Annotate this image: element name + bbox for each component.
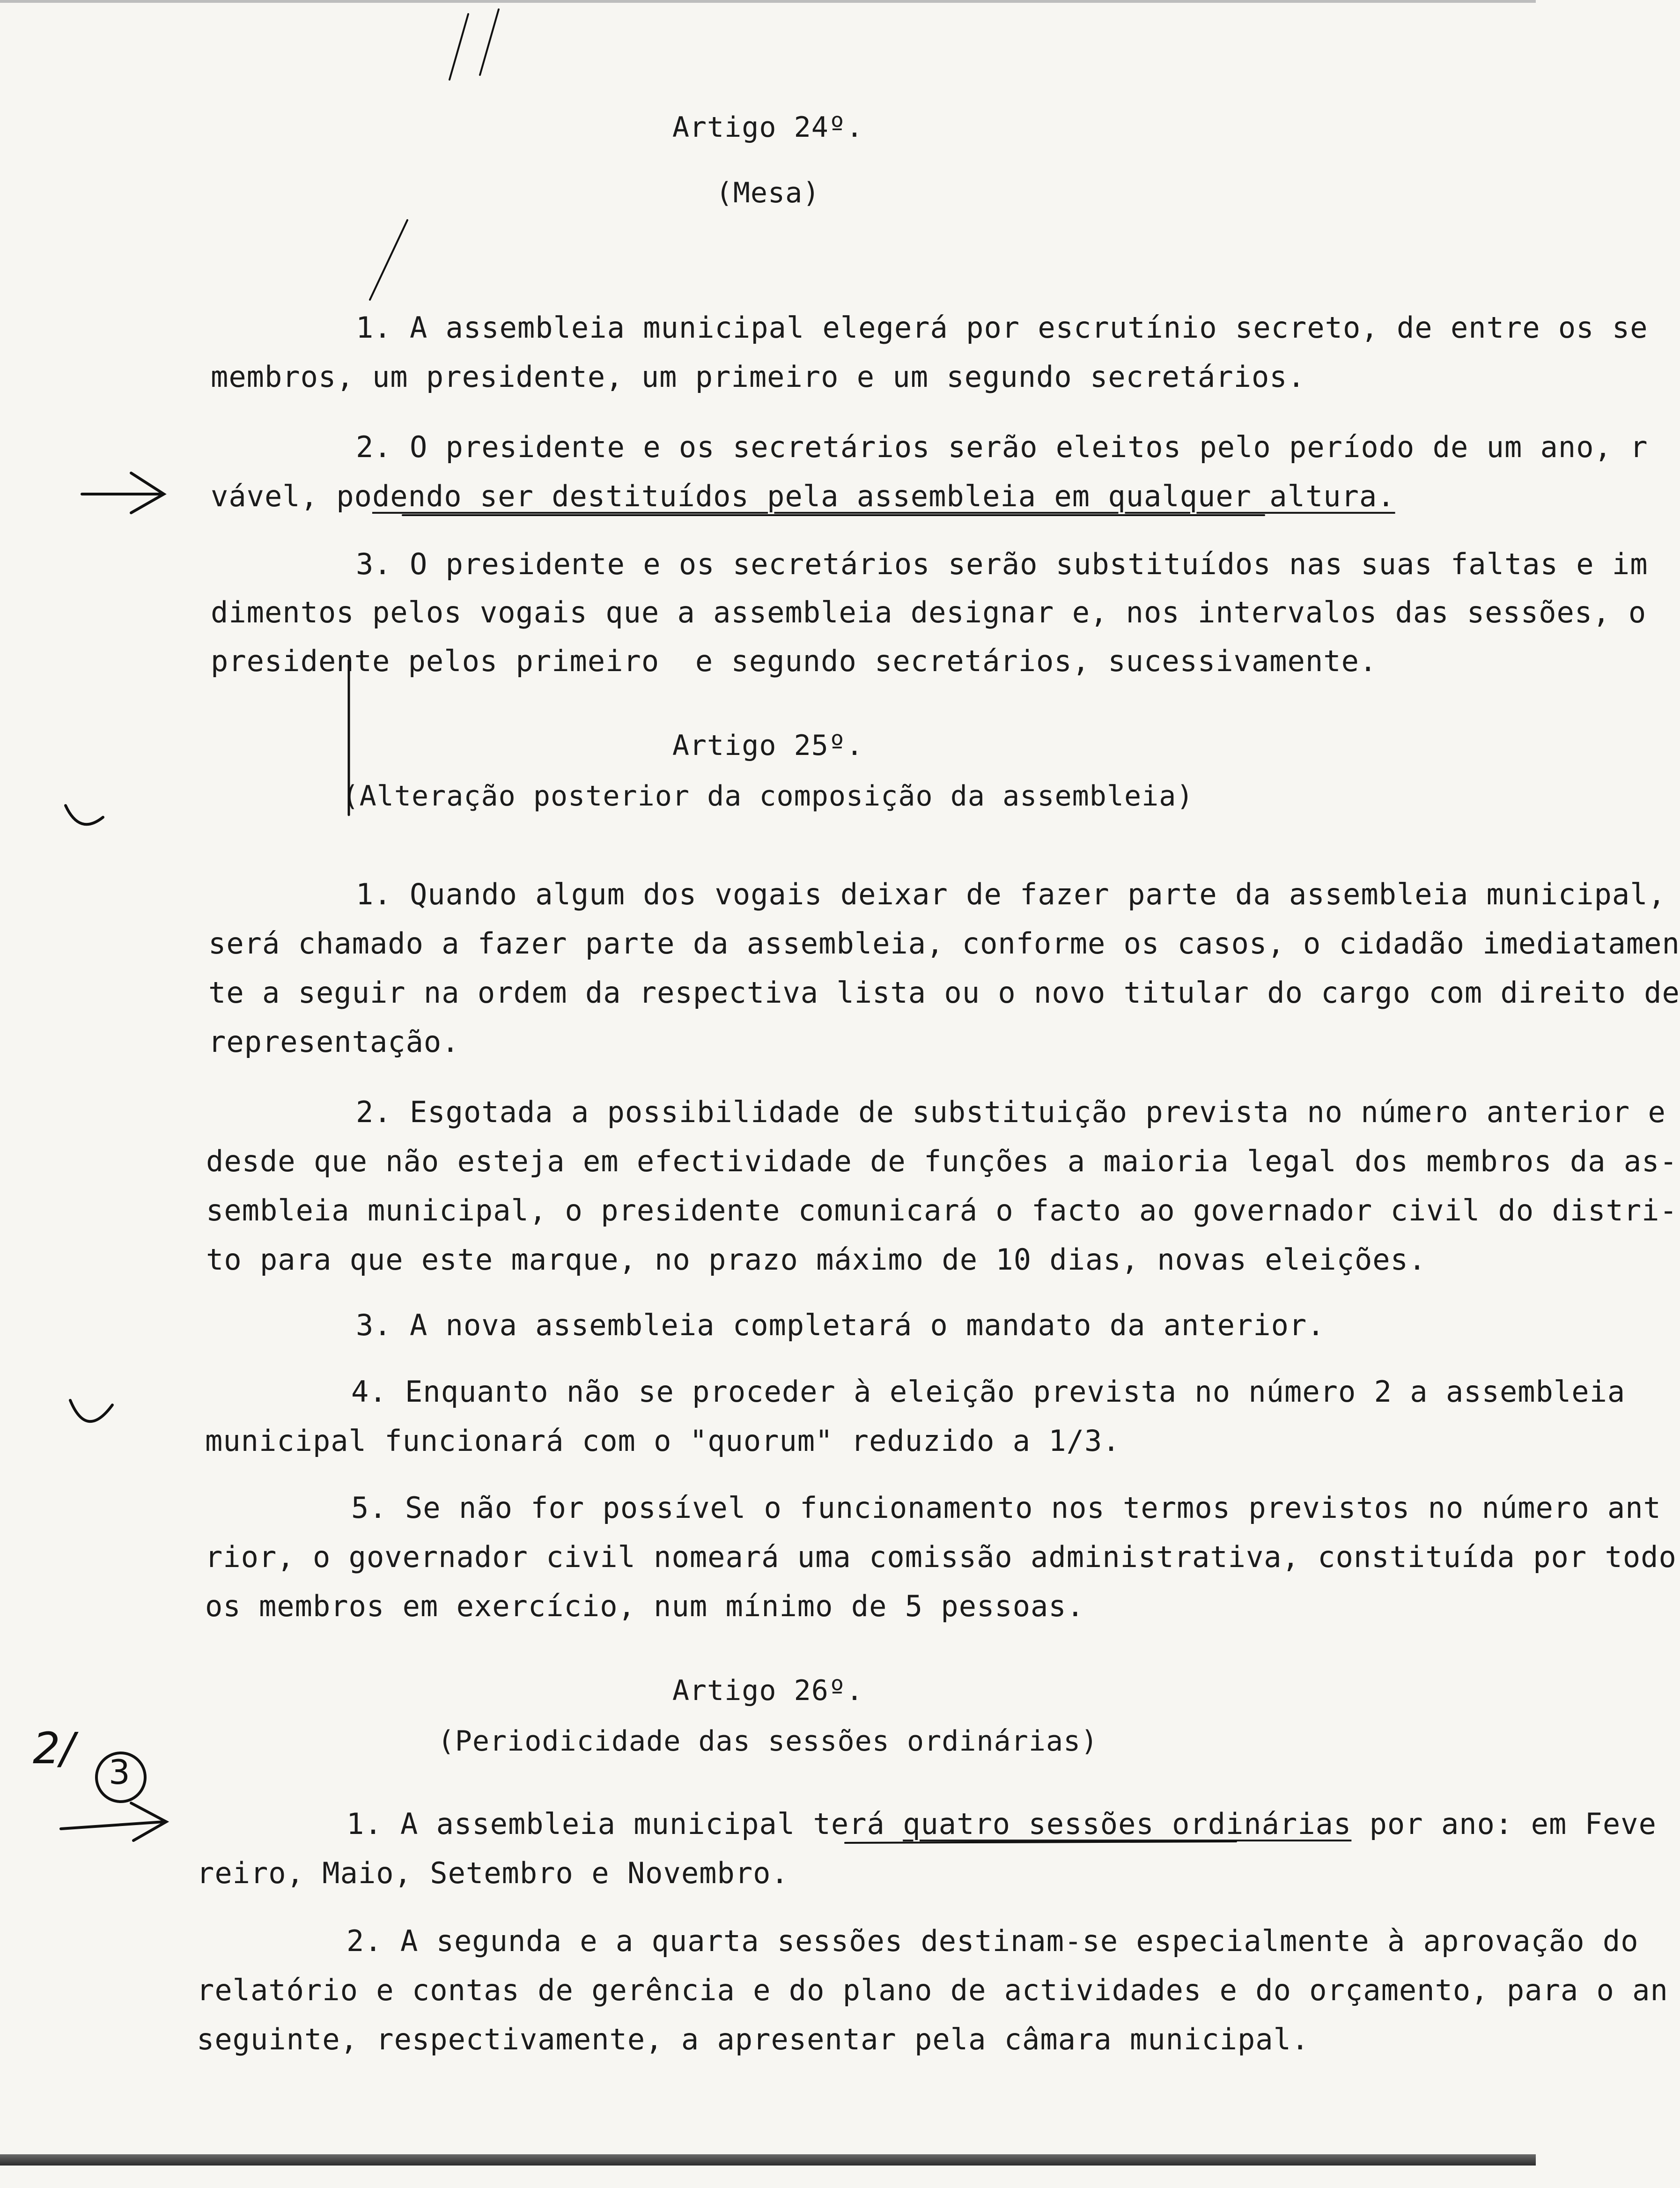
article-25-para-2-line-2: desde que não esteja em efectividade de funções a maioria legal dos membros da as- [206, 1144, 1678, 1178]
article-26-subtitle: (Periodicidade das sessões ordinárias) [437, 1725, 1098, 1758]
article-26-para-1-line-2: reiro, Maio, Setembro e Novembro. [197, 1856, 789, 1890]
article-26-para-1-start: 1. A assembleia municipal terá [346, 1807, 903, 1841]
article-26-title: Artigo 26º. [672, 1674, 864, 1707]
article-25-para-4-line-2: municipal funcionará com o "quorum" reduzido a 1/3. [205, 1424, 1120, 1458]
margin-tick-1 [66, 806, 103, 824]
circled-number-annotation: 3 [109, 1752, 130, 1792]
pen-stroke-3 [370, 220, 407, 300]
article-24-para-3-line-2: dimentos pelos vogais que a assembleia designar e, nos intervalos das sessões, o [211, 595, 1647, 629]
article-26-para-2-line-2: relatório e contas de gerência e do plano de actividades e do orçamento, para o an [197, 1973, 1668, 2007]
scan-bottom-edge [0, 2154, 1536, 2166]
pen-stroke-2 [480, 9, 499, 75]
handwritten-underline-2 [845, 1841, 1236, 1843]
article-24-para-2-line-1: 2. O presidente e os secretários serão eleitos pelo período de um ano, r [356, 430, 1648, 464]
article-24-para-2-line-2-start: vável, po [211, 479, 372, 513]
article-25-para-1-line-1: 1. Quando algum dos vogais deixar de fazer parte da assembleia municipal, [356, 877, 1666, 911]
article-25-para-3-line-1: 3. A nova assembleia completará o mandato da anterior. [356, 1308, 1325, 1342]
article-26-para-2-line-3: seguinte, respectivamente, a apresentar pela câmara municipal. [197, 2022, 1310, 2056]
underlined-phrase-destituidos: dendo ser destituídos pela assembleia em qualquer altura. [372, 479, 1395, 513]
article-24-para-3-line-1: 3. O presidente e os secretários serão substituídos nas suas faltas e im [356, 547, 1648, 581]
article-26-para-1-end: por ano: em Feve [1351, 1807, 1657, 1841]
article-25-para-1-line-2: será chamado a fazer parte da assembleia, conforme os casos, o cidadão imediatamen [208, 926, 1680, 961]
article-25-para-1-line-3: te a seguir na ordem da respectiva lista ou o novo titular do cargo com direito de [208, 976, 1680, 1010]
article-25-para-2-line-3: sembleia municipal, o presidente comunicará o facto ao governador civil do distri- [206, 1193, 1678, 1227]
article-25-para-1-line-4: representação. [208, 1025, 460, 1059]
pen-stroke-1 [449, 14, 468, 80]
article-24-para-1-line-1: 1. A assembleia municipal elegerá por escrutínio secreto, de entre os se [356, 310, 1648, 345]
underlined-phrase-quatro-sessoes: quatro sessões ordinárias [903, 1807, 1352, 1841]
article-25-title: Artigo 25º. [672, 729, 864, 762]
article-25-para-5-line-2: rior, o governador civil nomeará uma comissão administrativa, constituída por todo [205, 1540, 1677, 1574]
margin-number-annotation: 2/ [33, 1723, 75, 1774]
article-24-para-1-line-2: membros, um presidente, um primeiro e um segundo secretários. [211, 360, 1305, 394]
article-25-para-2-line-1: 2. Esgotada a possibilidade de substituição prevista no número anterior e [356, 1095, 1666, 1129]
article-25-subtitle: (Alteração posterior da composição da assembleia) [342, 780, 1194, 813]
article-24-subtitle: (Mesa) [715, 177, 820, 209]
margin-arrow-2 [61, 1822, 164, 1829]
article-25-para-4-line-1: 4. Enquanto não se proceder à eleição prevista no número 2 a assembleia [351, 1375, 1626, 1409]
margin-tick-2 [70, 1400, 112, 1421]
article-24-para-3-line-3: presidente pelos primeiro e segundo secretários, sucessivamente. [211, 644, 1378, 678]
article-25-para-5-line-1: 5. Se não for possível o funcionamento nos termos previstos no número ant [351, 1491, 1661, 1525]
article-24-title: Artigo 24º. [672, 111, 864, 144]
article-25-para-2-line-4: to para que este marque, no prazo máximo de 10 dias, novas eleições. [206, 1242, 1427, 1277]
article-25-para-5-line-3: os membros em exercício, num mínimo de 5 pessoas. [205, 1589, 1085, 1623]
article-26-para-2-line-1: 2. A segunda e a quarta sessões destinam-se especialmente à aprovação do [346, 1924, 1639, 1958]
